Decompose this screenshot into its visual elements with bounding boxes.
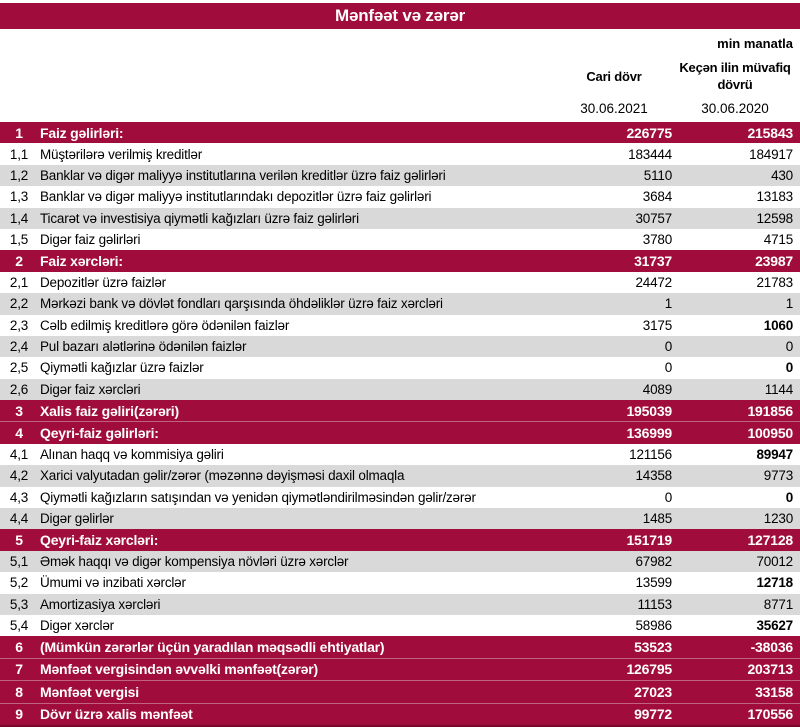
row-label: Xarici valyutadan gəlir/zərər (məzənnə dəyişməsi daxil olmaqla [40, 468, 405, 484]
value-previous: 4715 [763, 232, 793, 248]
section-row [0, 636, 800, 657]
row-label: Qeyri-faiz xərcləri: [40, 532, 159, 549]
value-current: 3684 [642, 189, 672, 205]
row-number: 4,4 [9, 511, 29, 527]
row-label: Xalis faiz gəliri(zərəri) [40, 402, 179, 419]
row-number: 1,5 [9, 232, 29, 248]
row-number: 9 [15, 706, 23, 723]
value-current: 58986 [635, 618, 672, 634]
row-number: 4,2 [9, 468, 29, 484]
row-number: 5,3 [9, 596, 29, 612]
section-row [0, 421, 800, 443]
value-previous: 21783 [756, 274, 793, 290]
column-header-current: Cari dövr [586, 68, 642, 84]
value-current: 14358 [635, 468, 672, 484]
table-row [0, 572, 800, 593]
column-headers [0, 55, 800, 99]
value-previous: 0 [785, 489, 793, 505]
value-previous: 127128 [747, 532, 793, 549]
row-label: Cəlb edilmiş kreditlərə görə ödənilən faizlər [40, 317, 290, 333]
value-current: 1 [664, 296, 672, 312]
column-header-previous: Keçən ilin müvafiq dövrü [679, 60, 791, 92]
value-previous: 215843 [747, 124, 793, 141]
row-label: Digər faiz xərcləri [40, 381, 141, 397]
table-row [0, 615, 800, 636]
value-previous: 12718 [756, 575, 793, 591]
table-row [0, 165, 800, 186]
row-number: 1,1 [9, 146, 29, 162]
value-current: 27023 [634, 683, 672, 700]
section-row [0, 658, 800, 680]
row-label: Əmək haqqı və digər kompensiya növləri üzrə xərclər [40, 554, 349, 569]
value-current: 0 [664, 489, 672, 505]
row-number: 1,3 [9, 189, 29, 205]
row-label: Ticarət və investisiya qiymətli kağızları üzrə faiz gəlirləri [40, 210, 359, 226]
row-label: Qeyri-faiz gəlirləri: [40, 425, 159, 442]
value-previous: 12598 [756, 210, 793, 226]
row-label: Pul bazarı alətlərinə ödənilən faizlər [40, 339, 247, 355]
row-label: Mənfəət vergisindən əvvəlki mənfəət(zərər) [40, 661, 318, 678]
table-row [0, 465, 800, 486]
table-row [0, 551, 800, 572]
row-label: Depozitlər üzrə faizlər [40, 274, 166, 290]
date-current: 30.06.2021 [580, 100, 648, 116]
table-row [0, 229, 800, 250]
value-previous: 13183 [756, 189, 793, 205]
row-number: 4,3 [9, 489, 29, 505]
row-label: Alınan haqq və kommisiya gəliri [40, 447, 224, 463]
row-number: 6 [15, 639, 23, 656]
table-row [0, 379, 800, 400]
row-label: Dövr üzrə xalis mənfəət [40, 706, 193, 723]
section-row [0, 680, 800, 702]
value-previous: 8771 [763, 596, 793, 612]
profit-loss-table [0, 122, 800, 727]
value-previous: 23987 [755, 253, 793, 270]
row-number: 2 [15, 253, 23, 270]
row-number: 5,4 [9, 618, 29, 634]
row-number: 2,6 [9, 381, 29, 397]
date-row [0, 99, 800, 117]
section-row [0, 703, 800, 727]
value-previous: 1060 [763, 317, 793, 333]
value-current: 67982 [635, 554, 672, 569]
value-current: 136999 [626, 425, 672, 442]
row-label: Qiymətli kağızlar üzrə faizlər [40, 360, 204, 376]
section-row [0, 250, 800, 271]
row-number: 1,4 [9, 210, 29, 226]
value-previous: 1230 [763, 511, 793, 527]
row-label: Amortizasiya xərcləri [40, 596, 161, 612]
table-row [0, 508, 800, 529]
row-number: 2,3 [9, 317, 29, 333]
value-current: 121156 [629, 447, 672, 463]
value-current: 3175 [642, 317, 672, 333]
table-row [0, 594, 800, 615]
table-row [0, 444, 800, 465]
value-current: 183444 [628, 146, 672, 162]
value-current: 31737 [634, 253, 672, 270]
value-previous: 70012 [756, 554, 793, 569]
value-previous: 0 [785, 360, 793, 376]
value-current: 1485 [642, 511, 672, 527]
section-row [0, 529, 800, 550]
row-label: (Mümkün zərərlər üçün yaradılan məqsədli ehtiyatlar) [40, 639, 385, 656]
row-number: 8 [15, 683, 23, 700]
value-previous: 191856 [747, 402, 793, 419]
value-current: 0 [664, 360, 672, 376]
unit-note: min manatla [717, 36, 793, 51]
value-current: 30757 [635, 210, 672, 226]
value-current: 99772 [634, 706, 672, 723]
value-current: 4089 [642, 381, 672, 397]
row-number: 2,4 [9, 339, 29, 355]
row-number: 5 [15, 532, 23, 549]
table-row [0, 487, 800, 508]
table-row [0, 357, 800, 378]
row-number: 3 [15, 402, 23, 419]
table-row [0, 293, 800, 314]
row-number: 1 [15, 124, 23, 141]
value-previous: 184917 [749, 146, 793, 162]
value-previous: 35627 [756, 618, 793, 634]
row-label: Ümumi və inzibati xərclər [40, 575, 186, 591]
table-row [0, 143, 800, 164]
row-label: Mərkəzi bank və dövlət fondları qarşısında öhdəliklər üzrə faiz xərcləri [40, 296, 443, 312]
value-previous: 430 [771, 167, 793, 183]
value-previous: 170556 [747, 706, 793, 723]
value-current: 13599 [635, 575, 672, 591]
row-label: Müştərilərə verilmiş kreditlər [40, 146, 203, 162]
row-label: Digər faiz gəlirləri [40, 232, 141, 248]
row-label: Banklar və digər maliyyə institutlarındakı depozitlər üzrə faiz gəlirləri [40, 189, 432, 205]
row-number: 5,1 [9, 554, 29, 569]
row-number: 4 [15, 425, 23, 442]
report-title: Mənfəət və zərər [334, 6, 466, 25]
row-number: 2,5 [9, 360, 29, 376]
value-previous: 0 [785, 339, 793, 355]
value-previous: 1 [785, 296, 793, 312]
value-current: 3780 [642, 232, 672, 248]
value-previous: 100950 [747, 425, 793, 442]
value-current: 226775 [626, 124, 672, 141]
value-current: 53523 [634, 639, 672, 656]
value-current: 195039 [626, 402, 672, 419]
row-label: Digər xərclər [40, 618, 114, 634]
row-label: Faiz gəlirləri: [40, 124, 124, 141]
section-row [0, 400, 800, 421]
value-previous: 1144 [764, 381, 793, 397]
row-number: 2,1 [9, 274, 29, 290]
report-title-bar [0, 3, 800, 29]
row-number: 5,2 [9, 575, 29, 591]
row-label: Digər gəlirlər [40, 511, 114, 527]
table-row [0, 336, 800, 357]
table-row [0, 208, 800, 229]
value-current: 151719 [626, 532, 672, 549]
value-previous: 203713 [747, 661, 793, 678]
table-row [0, 315, 800, 336]
value-current: 5110 [643, 167, 672, 183]
value-current: 126795 [626, 661, 672, 678]
row-label: Mənfəət vergisi [40, 683, 139, 700]
value-current: 11153 [637, 596, 672, 612]
row-number: 1,2 [9, 167, 29, 183]
table-row [0, 186, 800, 207]
table-row [0, 272, 800, 293]
value-previous: 33158 [755, 683, 793, 700]
value-previous: 89947 [756, 447, 793, 463]
value-current: 24472 [635, 274, 672, 290]
value-current: 0 [664, 339, 672, 355]
date-previous: 30.06.2020 [701, 100, 769, 116]
row-label: Qiymətli kağızların satışından və yenidən qiymətləndirilməsindən gəlir/zərər [40, 489, 476, 505]
row-number: 2,2 [9, 296, 29, 312]
section-row [0, 122, 800, 143]
row-number: 7 [15, 661, 23, 678]
row-label: Banklar və digər maliyyə institutlarına verilən kreditlər üzrə faiz gəlirləri [40, 167, 446, 183]
row-number: 4,1 [9, 447, 29, 463]
value-previous: 9773 [763, 468, 793, 484]
row-label: Faiz xərcləri: [40, 253, 123, 270]
value-previous: -38036 [750, 639, 793, 656]
